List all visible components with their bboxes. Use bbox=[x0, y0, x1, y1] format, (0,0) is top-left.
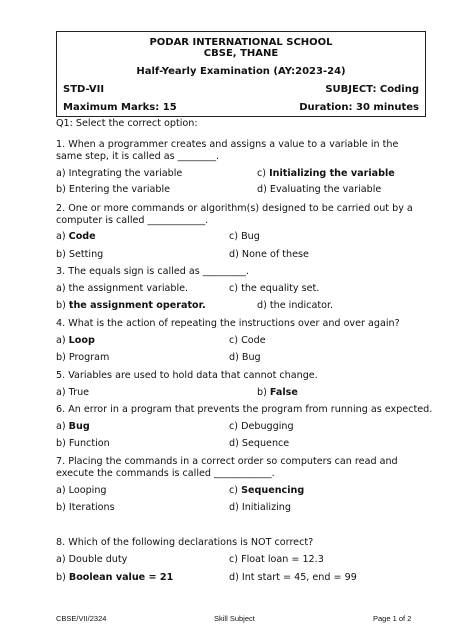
q1-option-b: b) Entering the variable bbox=[56, 184, 171, 195]
q1-option-a: a) Integrating the variable bbox=[56, 168, 183, 179]
board-city: CBSE, THANE bbox=[203, 48, 279, 59]
q8-option-a: a) Double duty bbox=[56, 554, 128, 565]
exam-title: Half-Yearly Examination (AY:2023-24) bbox=[136, 66, 346, 77]
question-2: 2. One or more commands or algorithm(s) designed to be carried out by a computer is called ____________. bbox=[56, 203, 413, 226]
q1-option-d: d) Evaluating the variable bbox=[257, 184, 382, 195]
q5-option-a: a) True bbox=[56, 387, 90, 398]
question-8: 8. Which of the following declarations is NOT correct? bbox=[56, 537, 314, 548]
q4-option-d: d) Bug bbox=[229, 352, 261, 363]
q1-option-c: c) Initializing the variable bbox=[257, 168, 395, 179]
q7-option-a: a) Looping bbox=[56, 485, 107, 496]
footer-page-number: Page 1 of 2 bbox=[373, 614, 412, 623]
q6-option-b: b) Function bbox=[56, 438, 110, 449]
question-7: 7. Placing the commands in a correct order so computers can read and execute the commands is called ____________. bbox=[56, 456, 398, 479]
q8-option-d: d) Int start = 45, end = 99 bbox=[229, 572, 357, 583]
duration-label: Duration: 30 minutes bbox=[299, 102, 419, 113]
q3-option-c: c) the equality set. bbox=[229, 283, 320, 294]
q2-option-d: d) None of these bbox=[229, 249, 309, 260]
std-label: STD-VII bbox=[63, 84, 105, 95]
max-marks-label: Maximum Marks: 15 bbox=[63, 102, 177, 113]
question-3: 3. The equals sign is called as _________. bbox=[56, 266, 250, 277]
q2-option-a: a) Code bbox=[56, 231, 96, 242]
q7-option-d: d) Initializing bbox=[229, 502, 291, 513]
q4-option-b: b) Program bbox=[56, 352, 110, 363]
question-4: 4. What is the action of repeating the instructions over and over again? bbox=[56, 318, 400, 329]
question-1: 1. When a programmer creates and assigns a value to a variable in the same step, it is called as ________. bbox=[56, 139, 399, 162]
exam-header-box bbox=[56, 31, 426, 117]
q4-option-a: a) Loop bbox=[56, 335, 95, 346]
q5-option-b: b) False bbox=[257, 387, 298, 398]
q7-option-b: b) Iterations bbox=[56, 502, 115, 513]
question-5: 5. Variables are used to hold data that cannot change. bbox=[56, 370, 318, 381]
q6-option-d: d) Sequence bbox=[229, 438, 290, 449]
section-instruction: Q1: Select the correct option: bbox=[56, 118, 198, 129]
subject-label: SUBJECT: Coding bbox=[325, 84, 419, 95]
q6-option-c: c) Debugging bbox=[229, 421, 294, 432]
question-6: 6. An error in a program that prevents the program from running as expected. bbox=[56, 404, 433, 415]
q8-option-b: b) Boolean value = 21 bbox=[56, 572, 174, 583]
q8-option-c: c) Float loan = 12.3 bbox=[229, 554, 324, 565]
q2-option-b: b) Setting bbox=[56, 249, 104, 260]
q6-option-a: a) Bug bbox=[56, 421, 90, 432]
q3-option-d: d) the indicator. bbox=[257, 300, 334, 311]
q3-option-b: b) the assignment operator. bbox=[56, 300, 206, 311]
q4-option-c: c) Code bbox=[229, 335, 266, 346]
q7-option-c: c) Sequencing bbox=[229, 485, 305, 496]
school-name: PODAR INTERNATIONAL SCHOOL bbox=[149, 37, 333, 48]
footer-subject: Skill Subject bbox=[214, 614, 255, 623]
q3-option-a: a) the assignment variable. bbox=[56, 283, 189, 294]
footer-code: CBSE/VII/2324 bbox=[56, 614, 107, 623]
q2-option-c: c) Bug bbox=[229, 231, 260, 242]
